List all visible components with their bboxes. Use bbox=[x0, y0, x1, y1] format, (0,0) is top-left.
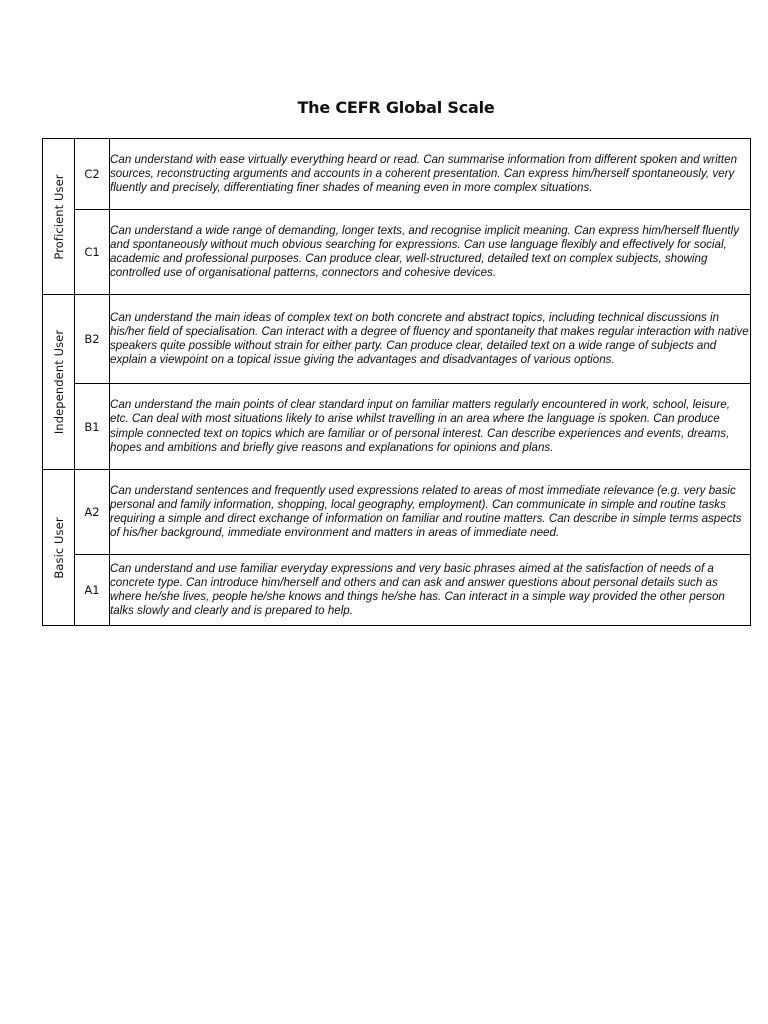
table-row bbox=[43, 295, 751, 384]
table-row bbox=[43, 470, 751, 555]
cefr-scale-table bbox=[42, 138, 751, 626]
level-description: Can understand and use familiar everyday expressions and very basic phrases aimed at the satisfaction of needs of a concrete type. Can introduce him/herself and others and can ask and answer questions about personal details such as where he/she lives, people he/she knows and things he/she has. Can interact in a simple way provided the other person talks slowly and clearly and is prepared to help. bbox=[110, 555, 751, 626]
level-description: Can understand the main ideas of complex text on both concrete and abstract topics, including technical discussions in his/her field of specialisation. Can interact with a degree of fluency and spontaneity that makes regular interaction with native speakers quite possible without strain for either party. Can produce clear, detailed text on a wide range of subjects and explain a viewpoint on a topical issue giving the advantages and disadvantages of various options. bbox=[110, 295, 751, 384]
group-cell-basic bbox=[43, 470, 75, 626]
table-row bbox=[43, 139, 751, 210]
level-description: Can understand the main points of clear standard input on familiar matters regularly encountered in work, school, leisure, etc. Can deal with most situations likely to arise whilst travelling in an area where the language is spoken. Can produce simple connected text on topics which are familiar or of personal interest. Can describe experiences and events, dreams, hopes and ambitions and briefly give reasons and explanations for opinions and plans. bbox=[110, 384, 751, 470]
table-row bbox=[43, 384, 751, 470]
level-code: B2 bbox=[75, 295, 110, 384]
level-code: A2 bbox=[75, 470, 110, 555]
group-cell-proficient bbox=[43, 139, 75, 295]
page-title: The CEFR Global Scale bbox=[297, 98, 495, 117]
group-cell-independent bbox=[43, 295, 75, 470]
level-description: Can understand with ease virtually everything heard or read. Can summarise information from different spoken and written sources, reconstructing arguments and accounts in a coherent presentation. Can express him/herself spontaneously, very fluently and precisely, differentiating finer shades of meaning even in more complex situations. bbox=[110, 139, 751, 210]
group-label: Proficient User bbox=[51, 173, 66, 260]
table-row bbox=[43, 210, 751, 295]
level-code: A1 bbox=[75, 555, 110, 626]
group-label: Basic User bbox=[51, 516, 66, 579]
level-description: Can understand sentences and frequently used expressions related to areas of most immediate relevance (e.g. very basic personal and family information, shopping, local geography, employment). Can communicate in simple and routine tasks requiring a simple and direct exchange of information on familiar and routine matters. Can describe in simple terms aspects of his/her background, immediate environment and matters in areas of immediate need. bbox=[110, 470, 751, 555]
table-row bbox=[43, 555, 751, 626]
level-code: C1 bbox=[75, 210, 110, 295]
group-label: Independent User bbox=[51, 329, 66, 435]
level-code: B1 bbox=[75, 384, 110, 470]
level-code: C2 bbox=[75, 139, 110, 210]
level-description: Can understand a wide range of demanding, longer texts, and recognise implicit meaning. Can express him/herself fluently and spontaneously without much obvious searching for expressions. Can use language flexibly and effectively for social, academic and professional purposes. Can produce clear, well-structured, detailed text on complex subjects, showing controlled use of organisational patterns, connectors and cohesive devices. bbox=[110, 210, 751, 295]
